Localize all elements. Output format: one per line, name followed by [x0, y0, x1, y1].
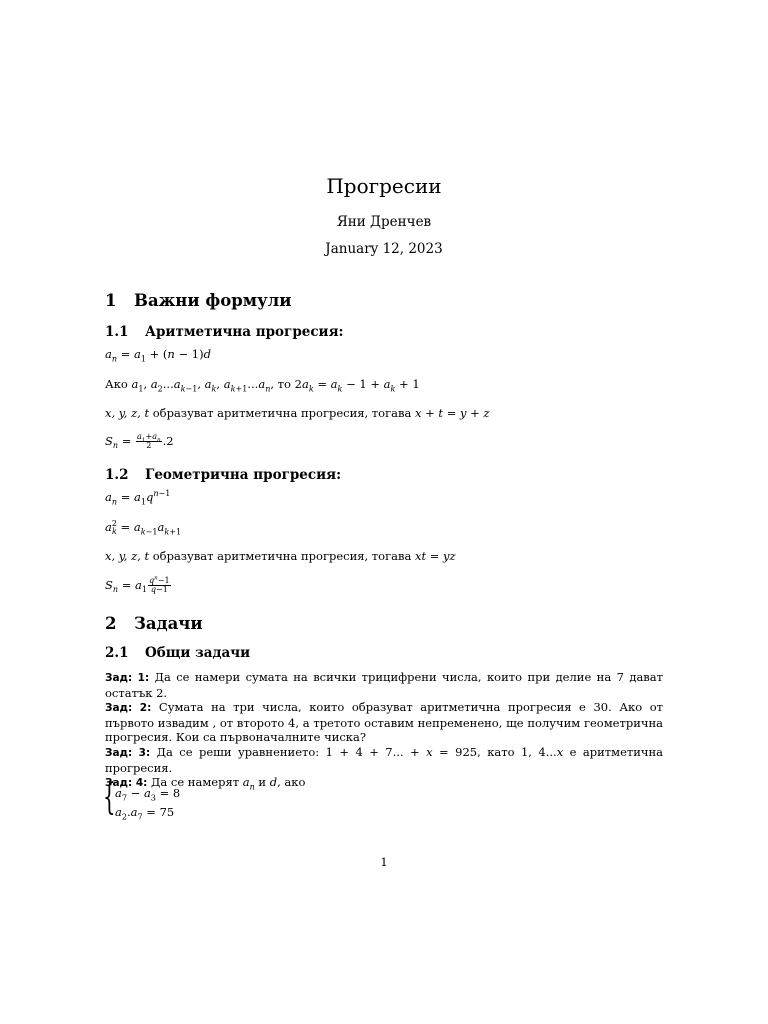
- subsection-number: 2.1: [105, 645, 129, 661]
- arith-nth-term-formula: $a_n = a_1 + (n - 1)d$: [105, 347, 211, 364]
- problem-1: [105, 670, 663, 700]
- subsection-title: Аритметична прогресия:: [145, 324, 344, 340]
- problem-label: Зад: 3:: [105, 746, 151, 759]
- subsection-number: 1.2: [105, 467, 129, 483]
- problem-4: Зад: 4: Да се намерят $a_n$ и d, ако: [105, 775, 306, 792]
- page-number: 1: [380, 855, 388, 869]
- section-1-heading: [105, 291, 292, 310]
- arith-middle-term-rule: Ако $a_1$, $a_2...a_{k-1}$, $a_k$, $a_{k+1}...a_n$, то $2a_k = a_k - 1 + a_k + 1$: [105, 377, 420, 394]
- geom-four-numbers-rule: x, y, z, t образуват аритметична прогресия, тогава xt = yz: [105, 549, 456, 563]
- section-number: 2: [105, 614, 117, 633]
- arith-sum-formula: $S_n$ = $\frac{a_1+a_n}{2}$ .2: [105, 432, 174, 451]
- problem-label: Зад: 1:: [105, 672, 150, 684]
- problem-label: Зад: 2:: [105, 702, 152, 715]
- problem-text: Сумата на три числа, които образуват аритметична прогресия е 30. Ако от първото извадим , от второто 4, а третото оставим непременено, ще получим геометрична прогресия. Кои са първоначалните чиска?: [105, 700, 663, 745]
- section-2-heading: [105, 614, 203, 633]
- problem-3: Зад: 3: Да се реши уравнението: 1 + 4 + 7... + x = 925, като 1, 4...x е аритметична прогресия.: [105, 744, 664, 775]
- system-equation-2: $a_2.a_7 = 75$: [115, 805, 175, 822]
- subsection-title: Геометрична прогресия:: [145, 467, 342, 483]
- subsection-2-1-heading: [105, 645, 250, 661]
- arith-four-numbers-rule: x, y, z, t образуват аритметична прогресия, тогава x + t = y + z: [105, 406, 490, 420]
- section-number: 1: [105, 291, 117, 310]
- system-brace: {: [103, 777, 116, 818]
- subsection-number: 1.1: [105, 324, 129, 340]
- section-title: Задачи: [134, 614, 203, 633]
- subsection-title: Общи задачи: [145, 645, 251, 661]
- problem-2: [105, 700, 663, 745]
- subsection-1-1-heading: [105, 324, 344, 340]
- subsection-1-2-heading: [105, 467, 341, 483]
- section-title: Важни формули: [134, 291, 292, 310]
- problem-text: Да се намери сумата на всички трицифрени числа, които при делие на 7 дават остатък 2.: [105, 670, 663, 700]
- document-title: Прогресии: [326, 174, 442, 198]
- document-author: Яни Дренчев: [336, 214, 432, 230]
- geom-sum-formula: $S_n = a_1$ $\frac{q^n-1}{q-1}$: [105, 575, 170, 595]
- system-equation-1: $a_7 - a_3 = 8$: [115, 786, 181, 803]
- geom-middle-term-rule: $a^2_k = a_{k-1}a_{k+1}$: [105, 519, 182, 537]
- problems-block: [105, 670, 663, 791]
- document-date: January 12, 2023: [325, 241, 443, 257]
- problem-label: Зад: 4:: [105, 777, 148, 790]
- geom-nth-term-formula: $a_n = a_1q^{n-1}$: [105, 489, 171, 507]
